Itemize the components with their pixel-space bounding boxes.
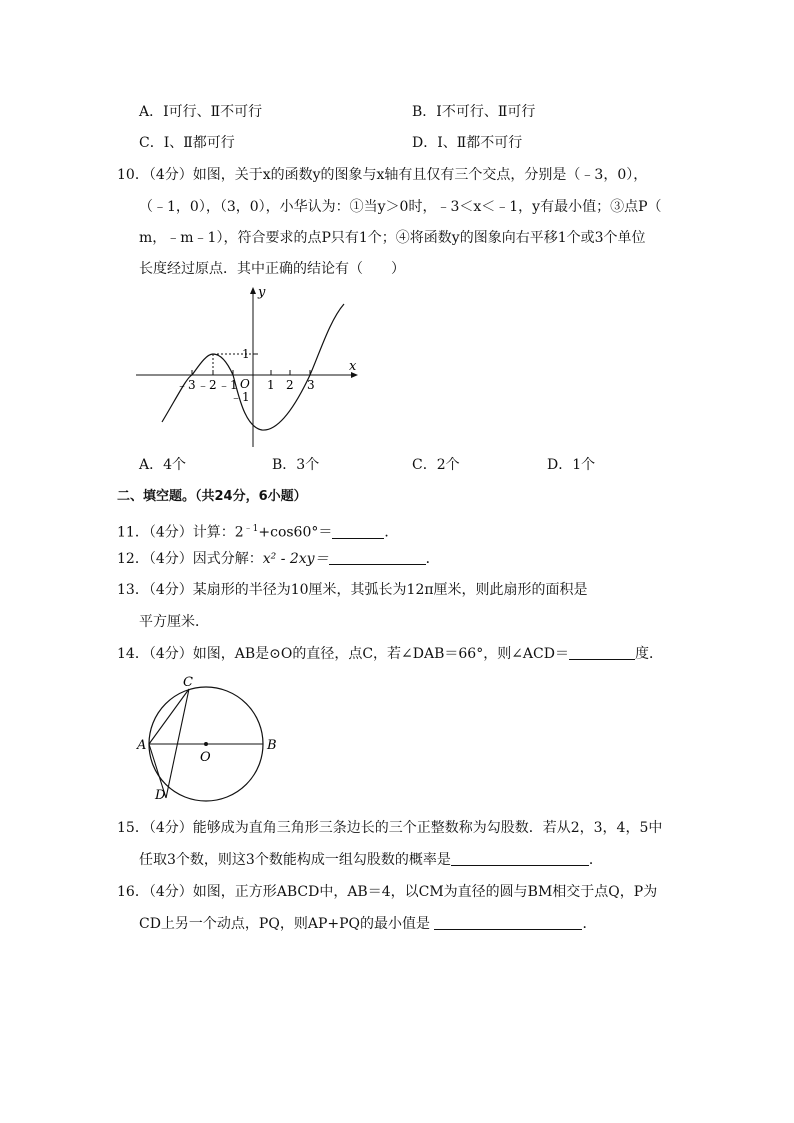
origin-label: O [240, 377, 250, 391]
q14-answer-blank[interactable] [569, 645, 635, 660]
y-tick-label-1: 1 [242, 347, 250, 361]
q15-line-2 [139, 850, 603, 870]
x-tick-label: 2 [286, 378, 294, 392]
x-tick-label: ﹣3 [176, 378, 196, 392]
y-tick-label-neg1: ﹣1 [230, 390, 250, 404]
q10-option-a: A．4个 [139, 457, 187, 473]
q13-line-2: 平方厘米． [139, 614, 209, 630]
x-tick-label: 1 [267, 378, 275, 392]
q12-end: ． [425, 551, 440, 567]
q13-line-1: 13．（4分）某扇形的半径为10厘米，其弧长为12π厘米，则此扇形的面积是 [117, 582, 588, 598]
q10-line-3: m，﹣m﹣1），符合要求的点P只有1个；④将函数y的图象向右平移1个或3个单位 [139, 230, 646, 246]
q9-option-a: A．Ⅰ可行、Ⅱ不可行 [139, 104, 263, 120]
y-axis-arrow [250, 287, 256, 294]
q10-line-4: 长度经过原点．其中正确的结论有（ ） [139, 261, 405, 277]
q11-rest: +cos60°＝ [258, 524, 333, 541]
q9-option-d: D．Ⅰ、Ⅱ都不可行 [412, 135, 523, 151]
label-d: D [155, 788, 166, 803]
q10-line-1: 10．（4分）如图，关于x的函数y的图象与x轴有且仅有三个交点，分别是（﹣3，0）， [117, 167, 648, 183]
y-axis-label: y [258, 285, 266, 300]
q15-line-1: 15．（4分）能够成为直角三角形三条边长的三个正整数称为勾股数．若从2，3，4，5中 [117, 820, 663, 836]
x-tick-label: ﹣1 [218, 378, 238, 392]
label-b: B [267, 738, 277, 753]
q11-line [117, 519, 398, 543]
q11-answer-blank[interactable] [332, 524, 384, 539]
q10-option-c: C．2个 [412, 457, 460, 473]
label-o: O [200, 750, 211, 765]
q12-line [117, 549, 440, 569]
q15-end: ． [588, 852, 603, 868]
q16-answer-blank[interactable] [434, 915, 582, 930]
label-a: A [137, 738, 147, 753]
q16-text: CD上另一个动点，PQ，则AP+PQ的最小值是 [139, 916, 430, 932]
q12-prefix: 12．（4分）因式分解： [117, 551, 263, 567]
q11-prefix: 11．（4分）计算：2 [117, 524, 244, 541]
q12-answer-blank[interactable] [329, 550, 426, 565]
q9-option-c: C．Ⅰ、Ⅱ都可行 [139, 135, 235, 151]
q14-circle-figure [133, 672, 288, 804]
q11-exponent: ﹣1 [243, 524, 259, 534]
x-tick-label: 3 [307, 378, 315, 392]
q15-answer-blank[interactable] [451, 851, 589, 866]
q16-line-1: 16．（4分）如图，正方形ABCD中，AB＝4，以CM为直径的圆与BM相交于点Q，P为 [117, 884, 658, 900]
x-axis-label: x [349, 359, 357, 374]
q10-option-d: D．1个 [547, 457, 596, 473]
q16-line-2 [139, 914, 596, 934]
section-2-title: 二、填空题。（共24分，6小题） [117, 489, 307, 504]
q16-end: ． [582, 916, 597, 932]
q11-end: ． [384, 524, 399, 541]
q12-expression: x² - 2xy＝ [262, 551, 329, 567]
q10-function-graph [132, 282, 364, 450]
q14-end: 度． [634, 646, 663, 662]
q9-option-b: B．Ⅰ不可行、Ⅱ可行 [412, 104, 536, 120]
q10-line-2: （﹣1，0），（3，0），小华认为：①当y＞0时，﹣3＜x＜﹣1，y有最小值；③点P（ [139, 199, 662, 215]
q14-text: 14．（4分）如图，AB是⊙O的直径，点C，若∠DAB＝66°，则∠ACD＝ [117, 646, 569, 662]
label-c: C [183, 675, 193, 690]
center-point-o [204, 742, 208, 746]
q15-text: 任取3个数，则这3个数能构成一组勾股数的概率是 [139, 852, 451, 868]
x-tick-label: ﹣2 [197, 378, 217, 392]
q10-option-b: B．3个 [272, 457, 320, 473]
q14-line [117, 644, 663, 664]
